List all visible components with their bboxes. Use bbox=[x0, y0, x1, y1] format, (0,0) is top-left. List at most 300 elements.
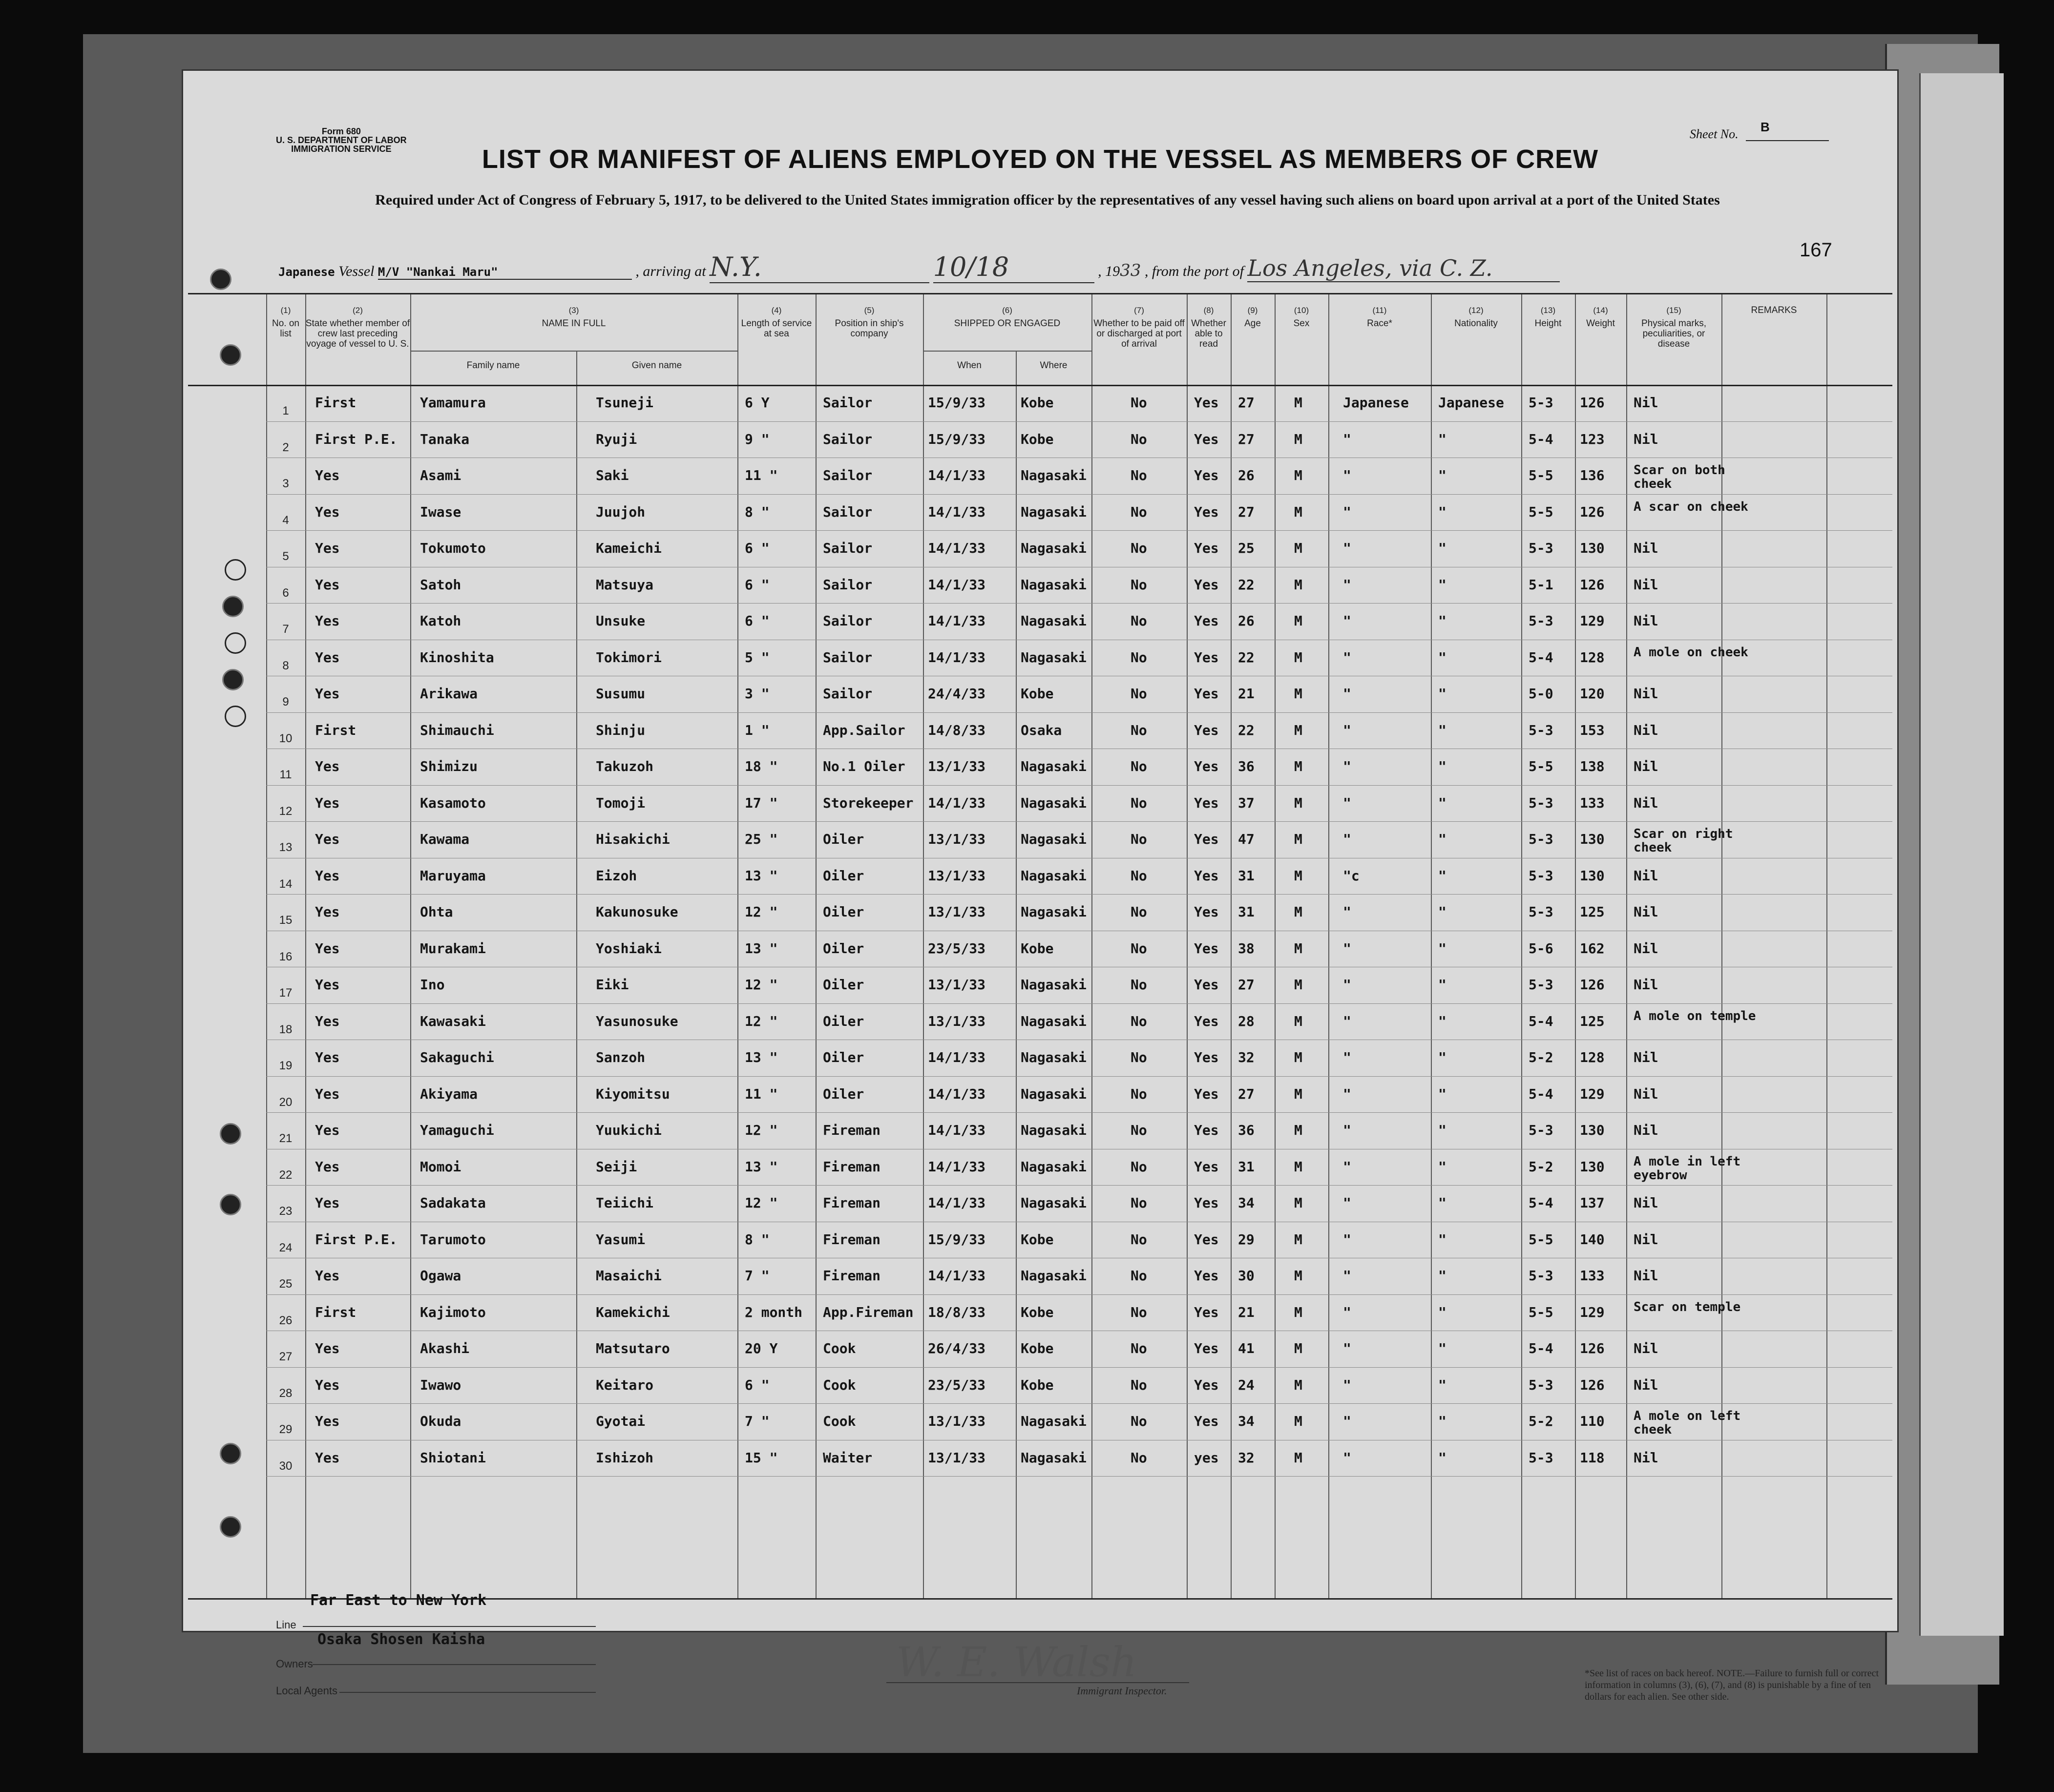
cell-race: " bbox=[1343, 1013, 1351, 1029]
row-number: 28 bbox=[279, 1386, 293, 1400]
cell-race: Japanese bbox=[1343, 395, 1409, 411]
cell-crew-status: Yes bbox=[315, 867, 340, 884]
cell-crew-status: Yes bbox=[315, 758, 340, 774]
cell-nationality: " bbox=[1438, 1085, 1446, 1102]
cell-nationality: " bbox=[1438, 1049, 1446, 1065]
cell-race: " bbox=[1343, 940, 1351, 957]
cell-given-name: Seiji bbox=[596, 1158, 637, 1175]
cell-paid-off: No bbox=[1131, 503, 1147, 520]
cell-weight: 110 bbox=[1580, 1413, 1605, 1429]
cell-weight: 130 bbox=[1580, 831, 1605, 847]
cell-weight: 133 bbox=[1580, 794, 1605, 811]
cell-weight: 126 bbox=[1580, 576, 1605, 593]
cell-position: App.Fireman bbox=[823, 1304, 914, 1320]
arriving-date: 10/18 bbox=[933, 251, 1094, 283]
cell-weight: 133 bbox=[1580, 1268, 1605, 1284]
cell-able-to-read: Yes bbox=[1194, 1413, 1219, 1429]
cell-length-of-service: 13 " bbox=[745, 1158, 778, 1175]
cell-able-to-read: Yes bbox=[1194, 503, 1219, 520]
cell-age: 36 bbox=[1238, 1122, 1255, 1138]
cell-physical-marks: A mole on temple bbox=[1634, 1008, 1756, 1023]
cell-shipped-where: Nagasaki bbox=[1021, 977, 1087, 993]
cell-position: Waiter bbox=[823, 1449, 873, 1466]
row-divider bbox=[266, 1112, 1892, 1113]
cell-sex: M bbox=[1294, 1231, 1302, 1248]
cell-age: 31 bbox=[1238, 1158, 1255, 1175]
cell-race: " bbox=[1343, 503, 1351, 520]
cell-race: " bbox=[1343, 540, 1351, 556]
cell-paid-off: No bbox=[1131, 794, 1147, 811]
cell-height: 5-5 bbox=[1529, 1304, 1553, 1320]
cell-shipped-where: Kobe bbox=[1021, 940, 1054, 957]
cell-length-of-service: 12 " bbox=[745, 904, 778, 920]
row-number: 9 bbox=[282, 695, 289, 708]
cell-length-of-service: 8 " bbox=[745, 503, 770, 520]
cell-sex: M bbox=[1294, 467, 1302, 483]
cell-paid-off: No bbox=[1131, 1122, 1147, 1138]
cell-physical-marks: A mole on left cheek bbox=[1634, 1409, 1741, 1437]
header-where: Where bbox=[1040, 360, 1068, 371]
cell-physical-marks: Nil bbox=[1634, 613, 1658, 629]
cell-able-to-read: Yes bbox=[1194, 576, 1219, 593]
header-given-name: Given name bbox=[631, 360, 682, 371]
cell-weight: 136 bbox=[1580, 467, 1605, 483]
row-number: 20 bbox=[279, 1095, 293, 1109]
cell-sex: M bbox=[1294, 1340, 1302, 1356]
vessel-name: M/V "Nankai Maru" bbox=[378, 265, 632, 280]
cell-sex: M bbox=[1294, 540, 1302, 556]
cell-paid-off: No bbox=[1131, 431, 1147, 447]
cell-height: 5-4 bbox=[1529, 649, 1553, 666]
cell-given-name: Shinju bbox=[596, 722, 646, 738]
cell-physical-marks: Nil bbox=[1634, 794, 1658, 811]
cell-shipped-when: 23/5/33 bbox=[928, 940, 986, 957]
cell-able-to-read: Yes bbox=[1194, 831, 1219, 847]
cell-height: 5-6 bbox=[1529, 940, 1553, 957]
header-sex: (10) Sex bbox=[1293, 306, 1310, 329]
cell-weight: 129 bbox=[1580, 1085, 1605, 1102]
cell-able-to-read: Yes bbox=[1194, 904, 1219, 920]
cell-nationality: " bbox=[1438, 540, 1446, 556]
cell-position: Fireman bbox=[823, 1268, 881, 1284]
cell-age: 25 bbox=[1238, 540, 1255, 556]
cell-shipped-where: Nagasaki bbox=[1021, 1413, 1087, 1429]
cell-able-to-read: Yes bbox=[1194, 722, 1219, 738]
cell-nationality: " bbox=[1438, 613, 1446, 629]
cell-crew-status: Yes bbox=[315, 649, 340, 666]
cell-given-name: Ryuji bbox=[596, 431, 637, 447]
cell-position: Sailor bbox=[823, 503, 873, 520]
cell-nationality: " bbox=[1438, 431, 1446, 447]
cell-paid-off: No bbox=[1131, 1304, 1147, 1320]
cell-given-name: Tomoji bbox=[596, 794, 646, 811]
cell-nationality: " bbox=[1438, 1304, 1446, 1320]
header-length-of-service: (4) Length of service at sea bbox=[741, 306, 812, 339]
cell-shipped-when: 14/8/33 bbox=[928, 722, 986, 738]
cell-race: " bbox=[1343, 613, 1351, 629]
cell-height: 5-4 bbox=[1529, 431, 1553, 447]
cell-race: " bbox=[1343, 431, 1351, 447]
cell-given-name: Ishizoh bbox=[596, 1449, 654, 1466]
cell-paid-off: No bbox=[1131, 1158, 1147, 1175]
row-number: 24 bbox=[279, 1241, 293, 1254]
cell-shipped-when: 13/1/33 bbox=[928, 904, 986, 920]
cell-nationality: " bbox=[1438, 503, 1446, 520]
cell-weight: 162 bbox=[1580, 940, 1605, 957]
cell-crew-status: Yes bbox=[315, 1085, 340, 1102]
cell-position: Fireman bbox=[823, 1122, 881, 1138]
cell-position: Oiler bbox=[823, 1013, 864, 1029]
cell-physical-marks: Nil bbox=[1634, 977, 1658, 993]
cell-given-name: Tokimori bbox=[596, 649, 662, 666]
cell-height: 5-4 bbox=[1529, 1340, 1553, 1356]
cell-shipped-when: 14/1/33 bbox=[928, 649, 986, 666]
cell-shipped-when: 14/1/33 bbox=[928, 503, 986, 520]
cell-crew-status: Yes bbox=[315, 1122, 340, 1138]
cell-family-name: Yamamura bbox=[420, 395, 486, 411]
cell-shipped-when: 14/1/33 bbox=[928, 540, 986, 556]
cell-height: 5-1 bbox=[1529, 576, 1553, 593]
cell-sex: M bbox=[1294, 686, 1302, 702]
cell-race: " bbox=[1343, 831, 1351, 847]
cell-family-name: Yamaguchi bbox=[420, 1122, 494, 1138]
cell-able-to-read: Yes bbox=[1194, 940, 1219, 957]
row-number: 3 bbox=[282, 477, 289, 490]
cell-sex: M bbox=[1294, 904, 1302, 920]
cell-family-name: Shiotani bbox=[420, 1449, 486, 1466]
cell-shipped-when: 26/4/33 bbox=[928, 1340, 986, 1356]
cell-able-to-read: Yes bbox=[1194, 1049, 1219, 1065]
cell-shipped-where: Kobe bbox=[1021, 395, 1054, 411]
cell-given-name: Kamekichi bbox=[596, 1304, 670, 1320]
cell-given-name: Saki bbox=[596, 467, 629, 483]
cell-shipped-when: 14/1/33 bbox=[928, 1268, 986, 1284]
cell-weight: 130 bbox=[1580, 1158, 1605, 1175]
cell-given-name: Eiki bbox=[596, 977, 629, 993]
cell-position: Storekeeper bbox=[823, 794, 914, 811]
cell-shipped-when: 14/1/33 bbox=[928, 1085, 986, 1102]
cell-given-name: Matsutaro bbox=[596, 1340, 670, 1356]
row-number: 5 bbox=[282, 550, 289, 563]
cell-position: Sailor bbox=[823, 649, 873, 666]
owners-label: Owners bbox=[276, 1658, 313, 1670]
cell-physical-marks: Nil bbox=[1634, 940, 1658, 957]
cell-nationality: " bbox=[1438, 1413, 1446, 1429]
cell-height: 5-2 bbox=[1529, 1413, 1553, 1429]
cell-length-of-service: 17 " bbox=[745, 794, 778, 811]
department-name: U. S. DEPARTMENT OF LABOR bbox=[276, 135, 407, 145]
row-number: 25 bbox=[279, 1277, 293, 1291]
cell-family-name: Iwase bbox=[420, 503, 461, 520]
cell-given-name: Matsuya bbox=[596, 576, 654, 593]
cell-height: 5-4 bbox=[1529, 1195, 1553, 1211]
row-divider bbox=[266, 894, 1892, 895]
cell-sex: M bbox=[1294, 613, 1302, 629]
cell-crew-status: Yes bbox=[315, 1376, 340, 1393]
cell-shipped-when: 14/1/33 bbox=[928, 1158, 986, 1175]
cell-family-name: Kasamoto bbox=[420, 794, 486, 811]
cell-length-of-service: 6 " bbox=[745, 576, 770, 593]
cell-length-of-service: 6 " bbox=[745, 613, 770, 629]
cell-shipped-where: Nagasaki bbox=[1021, 758, 1087, 774]
cell-sex: M bbox=[1294, 1268, 1302, 1284]
cell-length-of-service: 12 " bbox=[745, 1013, 778, 1029]
cell-height: 5-3 bbox=[1529, 722, 1553, 738]
cell-nationality: " bbox=[1438, 794, 1446, 811]
row-number: 21 bbox=[279, 1132, 293, 1145]
cell-shipped-where: Nagasaki bbox=[1021, 1085, 1087, 1102]
cell-nationality: " bbox=[1438, 467, 1446, 483]
cell-age: 31 bbox=[1238, 904, 1255, 920]
cell-family-name: Kajimoto bbox=[420, 1304, 486, 1320]
cell-family-name: Ohta bbox=[420, 904, 453, 920]
cell-shipped-where: Nagasaki bbox=[1021, 540, 1087, 556]
cell-length-of-service: 13 " bbox=[745, 867, 778, 884]
cell-weight: 128 bbox=[1580, 1049, 1605, 1065]
arriving-year: 33 bbox=[1120, 261, 1141, 280]
sheet-number-line bbox=[1746, 140, 1829, 141]
cell-height: 5-3 bbox=[1529, 613, 1553, 629]
cell-paid-off: No bbox=[1131, 867, 1147, 884]
sheet-number-value: B bbox=[1761, 120, 1770, 134]
header-weight: (14) Weight bbox=[1586, 306, 1615, 329]
cell-physical-marks: Nil bbox=[1634, 1268, 1658, 1284]
cell-shipped-where: Nagasaki bbox=[1021, 1122, 1087, 1138]
header-no-on-list: (1) No. on list bbox=[272, 306, 299, 339]
cell-shipped-when: 13/1/33 bbox=[928, 1449, 986, 1466]
cell-physical-marks: Nil bbox=[1634, 576, 1658, 593]
cell-able-to-read: Yes bbox=[1194, 431, 1219, 447]
cell-given-name: Sanzoh bbox=[596, 1049, 646, 1065]
cell-weight: 126 bbox=[1580, 395, 1605, 411]
cell-sex: M bbox=[1294, 1195, 1302, 1211]
cell-physical-marks: A scar on cheek bbox=[1634, 499, 1748, 514]
page-subtitle: Required under Act of Congress of February 5, 1917, to be delivered to the United States immigration officer by the representatives of any vessel having such aliens on board upon arrival at a port of the United States bbox=[375, 192, 1720, 208]
header-physical-marks: (15) Physical marks, peculiarities, or disease bbox=[1641, 306, 1707, 349]
cell-height: 5-3 bbox=[1529, 395, 1553, 411]
cell-age: 27 bbox=[1238, 1085, 1255, 1102]
cell-physical-marks: Nil bbox=[1634, 904, 1658, 920]
cell-shipped-when: 14/1/33 bbox=[928, 576, 986, 593]
cell-physical-marks: Nil bbox=[1634, 1340, 1658, 1356]
cell-weight: 138 bbox=[1580, 758, 1605, 774]
cell-sex: M bbox=[1294, 722, 1302, 738]
cell-nationality: " bbox=[1438, 1195, 1446, 1211]
cell-shipped-where: Nagasaki bbox=[1021, 1449, 1087, 1466]
row-number: 2 bbox=[282, 440, 289, 454]
cell-physical-marks: Nil bbox=[1634, 867, 1658, 884]
cell-length-of-service: 1 " bbox=[745, 722, 770, 738]
cell-height: 5-2 bbox=[1529, 1049, 1553, 1065]
cell-weight: 126 bbox=[1580, 503, 1605, 520]
row-number: 10 bbox=[279, 731, 293, 745]
cell-able-to-read: Yes bbox=[1194, 977, 1219, 993]
cell-height: 5-3 bbox=[1529, 1268, 1553, 1284]
cell-race: " bbox=[1343, 1304, 1351, 1320]
cell-shipped-where: Nagasaki bbox=[1021, 1013, 1087, 1029]
cell-race: "c bbox=[1343, 867, 1360, 884]
cell-position: Oiler bbox=[823, 940, 864, 957]
header-when: When bbox=[957, 360, 982, 371]
cell-weight: 130 bbox=[1580, 1122, 1605, 1138]
cell-position: Sailor bbox=[823, 613, 873, 629]
cell-given-name: Yasumi bbox=[596, 1231, 646, 1248]
cell-nationality: " bbox=[1438, 1376, 1446, 1393]
cell-length-of-service: 15 " bbox=[745, 1449, 778, 1466]
cell-sex: M bbox=[1294, 977, 1302, 993]
cell-sex: M bbox=[1294, 649, 1302, 666]
route-value: Far East to New York bbox=[310, 1592, 487, 1609]
row-number: 19 bbox=[279, 1059, 293, 1072]
cell-given-name: Yasunosuke bbox=[596, 1013, 678, 1029]
row-divider bbox=[266, 1185, 1892, 1186]
cell-position: Fireman bbox=[823, 1231, 881, 1248]
cell-nationality: " bbox=[1438, 1449, 1446, 1466]
cell-length-of-service: 5 " bbox=[745, 649, 770, 666]
cell-able-to-read: Yes bbox=[1194, 1122, 1219, 1138]
cell-shipped-where: Kobe bbox=[1021, 431, 1054, 447]
inspector-label: Immigrant Inspector. bbox=[1077, 1685, 1167, 1697]
cell-crew-status: Yes bbox=[315, 1013, 340, 1029]
manifest-page bbox=[183, 71, 1897, 1702]
cell-given-name: Takuzoh bbox=[596, 758, 654, 774]
cell-nationality: " bbox=[1438, 758, 1446, 774]
cell-crew-status: Yes bbox=[315, 1195, 340, 1211]
row-number: 18 bbox=[279, 1022, 293, 1036]
row-number: 16 bbox=[279, 950, 293, 963]
cell-physical-marks: Nil bbox=[1634, 431, 1658, 447]
cell-race: " bbox=[1343, 904, 1351, 920]
cell-height: 5-5 bbox=[1529, 758, 1553, 774]
cell-position: Sailor bbox=[823, 540, 873, 556]
cell-height: 5-5 bbox=[1529, 467, 1553, 483]
row-number: 30 bbox=[279, 1459, 293, 1473]
cell-shipped-where: Nagasaki bbox=[1021, 867, 1087, 884]
cell-age: 34 bbox=[1238, 1195, 1255, 1211]
cell-given-name: Hisakichi bbox=[596, 831, 670, 847]
cell-shipped-where: Nagasaki bbox=[1021, 467, 1087, 483]
cell-physical-marks: Scar on temple bbox=[1634, 1299, 1741, 1314]
cell-shipped-where: Nagasaki bbox=[1021, 613, 1087, 629]
cell-race: " bbox=[1343, 1268, 1351, 1284]
cell-race: " bbox=[1343, 977, 1351, 993]
cell-family-name: Akiyama bbox=[420, 1085, 478, 1102]
cell-age: 34 bbox=[1238, 1413, 1255, 1429]
cell-physical-marks: Nil bbox=[1634, 1449, 1658, 1466]
cell-age: 30 bbox=[1238, 1268, 1255, 1284]
cell-paid-off: No bbox=[1131, 1449, 1147, 1466]
cell-sex: M bbox=[1294, 794, 1302, 811]
cell-sex: M bbox=[1294, 1158, 1302, 1175]
cell-given-name: Tsuneji bbox=[596, 395, 654, 411]
cell-able-to-read: Yes bbox=[1194, 1158, 1219, 1175]
cell-sex: M bbox=[1294, 867, 1302, 884]
header-height: (13) Height bbox=[1534, 306, 1562, 329]
row-divider bbox=[266, 421, 1892, 422]
service-name: IMMIGRATION SERVICE bbox=[291, 144, 392, 154]
cell-physical-marks: Scar on both cheek bbox=[1634, 463, 1725, 491]
cell-length-of-service: 2 month bbox=[745, 1304, 803, 1320]
cell-family-name: Arikawa bbox=[420, 686, 478, 702]
cell-age: 22 bbox=[1238, 649, 1255, 666]
cell-shipped-where: Nagasaki bbox=[1021, 1158, 1087, 1175]
cell-given-name: Yuukichi bbox=[596, 1122, 662, 1138]
vessel-line bbox=[278, 251, 1560, 283]
cell-crew-status: First P.E. bbox=[315, 431, 398, 447]
row-number: 12 bbox=[279, 804, 293, 818]
cell-length-of-service: 8 " bbox=[745, 1231, 770, 1248]
row-number: 11 bbox=[279, 768, 292, 781]
row-number: 6 bbox=[282, 586, 289, 600]
cell-paid-off: No bbox=[1131, 940, 1147, 957]
cell-sex: M bbox=[1294, 576, 1302, 593]
binder-strip-inner bbox=[1919, 73, 2004, 1636]
cell-physical-marks: Nil bbox=[1634, 1049, 1658, 1065]
cell-physical-marks: Nil bbox=[1634, 540, 1658, 556]
cell-family-name: Asami bbox=[420, 467, 461, 483]
cell-paid-off: No bbox=[1131, 977, 1147, 993]
cell-crew-status: Yes bbox=[315, 686, 340, 702]
cell-position: App.Sailor bbox=[823, 722, 905, 738]
cell-age: 26 bbox=[1238, 613, 1255, 629]
cell-weight: 129 bbox=[1580, 613, 1605, 629]
cell-position: Oiler bbox=[823, 1049, 864, 1065]
page-number: 167 bbox=[1800, 239, 1832, 261]
cell-sex: M bbox=[1294, 1304, 1302, 1320]
cell-crew-status: Yes bbox=[315, 1158, 340, 1175]
cell-shipped-where: Nagasaki bbox=[1021, 904, 1087, 920]
header-position: (5) Position in ship's company bbox=[835, 306, 904, 339]
cell-paid-off: No bbox=[1131, 1085, 1147, 1102]
cell-shipped-when: 23/5/33 bbox=[928, 1376, 986, 1393]
cell-family-name: Okuda bbox=[420, 1413, 461, 1429]
cell-age: 21 bbox=[1238, 1304, 1255, 1320]
cell-age: 32 bbox=[1238, 1049, 1255, 1065]
cell-sex: M bbox=[1294, 1449, 1302, 1466]
cell-height: 5-4 bbox=[1529, 1013, 1553, 1029]
row-divider bbox=[266, 530, 1892, 531]
cell-sex: M bbox=[1294, 1122, 1302, 1138]
cell-age: 32 bbox=[1238, 1449, 1255, 1466]
cell-shipped-when: 13/1/33 bbox=[928, 1413, 986, 1429]
row-divider bbox=[266, 1476, 1892, 1477]
cell-able-to-read: Yes bbox=[1194, 1085, 1219, 1102]
agents-rule bbox=[339, 1692, 596, 1693]
cell-age: 29 bbox=[1238, 1231, 1255, 1248]
cell-shipped-where: Nagasaki bbox=[1021, 576, 1087, 593]
cell-able-to-read: yes bbox=[1194, 1449, 1219, 1466]
cell-given-name: Kakunosuke bbox=[596, 904, 678, 920]
cell-crew-status: First bbox=[315, 1304, 356, 1320]
cell-sex: M bbox=[1294, 395, 1302, 411]
cell-nationality: " bbox=[1438, 649, 1446, 666]
cell-length-of-service: 11 " bbox=[745, 1085, 778, 1102]
header-nationality: (12) Nationality bbox=[1454, 306, 1498, 329]
form-number: Form 680 bbox=[321, 126, 361, 136]
cell-nationality: " bbox=[1438, 576, 1446, 593]
cell-race: " bbox=[1343, 722, 1351, 738]
cell-nationality: " bbox=[1438, 1013, 1446, 1029]
cell-shipped-when: 24/4/33 bbox=[928, 686, 986, 702]
page-title: LIST OR MANIFEST OF ALIENS EMPLOYED ON THE VESSEL AS MEMBERS OF CREW bbox=[482, 145, 1599, 174]
cell-paid-off: No bbox=[1131, 686, 1147, 702]
cell-physical-marks: A mole in left eyebrow bbox=[1634, 1154, 1741, 1183]
cell-race: " bbox=[1343, 1122, 1351, 1138]
cell-sex: M bbox=[1294, 1013, 1302, 1029]
cell-age: 27 bbox=[1238, 977, 1255, 993]
cell-crew-status: Yes bbox=[315, 940, 340, 957]
cell-family-name: Ino bbox=[420, 977, 445, 993]
